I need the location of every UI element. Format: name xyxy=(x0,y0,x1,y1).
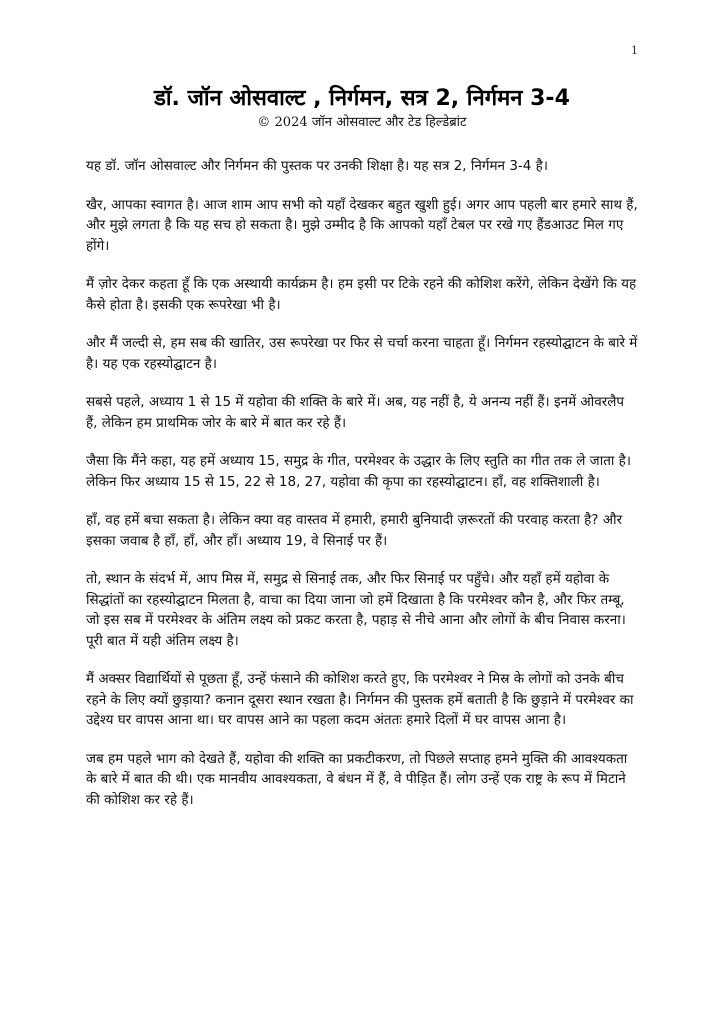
document-title: डॉ. जॉन ओसवाल्ट , निर्गमन, सत्र 2, निर्गमन 3-4 xyxy=(154,86,570,111)
document-body xyxy=(86,156,638,828)
paragraph: तो, स्थान के संदर्भ में, आप मिस्र में, समुद्र से सिनाई तक, और फिर सिनाई पर पहुँचे। और यहाँ हमें यहोवा के सिद्धांतों का रहस्योद्घाटन मिलता है, वाचा का दिया जाना जो हमें दिखाता है कि परमेश्वर कौन है, और फिर तम्बू, जो इस सब में परमेश्वर के अंतिम लक्ष्य को प्रकट करता है, पहाड़ से नीचे आना और लोगों के बीच निवास करना। पूरी बात में यही अंतिम लक्ष्य है। xyxy=(86,571,626,649)
paragraph: मैं अक्सर विद्यार्थियों से पूछता हूँ, उन्हें फंसाने की कोशिश करते हुए, कि परमेश्वर ने मिस्र के लोगों को उनके बीच रहने के लिए क्यों छुड़ाया? कनान दूसरा स्थान रखता है। निर्गमन की पुस्तक हमें बताती है कि छुड़ाने में परमेश्वर का उद्देश्य घर वापस आना था। घर वापस आने का पहला कदम अंततः हमारे दिलों में घर वापस आना है। xyxy=(86,671,634,728)
paragraph: और मैं जल्दी से, हम सब की खातिर, उस रूपरेखा पर फिर से चर्चा करना चाहता हूँ। निर्गमन रहस्योद्घाटन के बारे में है। यह एक रहस्योद्घाटन है। xyxy=(86,335,638,372)
paragraph: सबसे पहले, अध्याय 1 से 15 में यहोवा की शक्ति के बारे में। अब, यह नहीं है, ये अनन्य नहीं हैं। इनमें ओवरलैप हैं, लेकिन हम प्राथमिक जोर के बारे में बात कर रहे हैं। xyxy=(86,394,625,431)
paragraph: जैसा कि मैंने कहा, यह हमें अध्याय 15, समुद्र के गीत, परमेश्वर के उद्धार के लिए स्तुति का गीत तक ले जाता है। लेकिन फिर अध्याय 15 से 15, 22 से 18, 27, यहोवा की कृपा का रहस्योद्घाटन। हाँ, वह शक्तिशाली है। xyxy=(86,453,631,490)
paragraph: जब हम पहले भाग को देखते हैं, यहोवा की शक्ति का प्रकटीकरण, तो पिछले सप्ताह हमने मुक्ति की आवश्यकता के बारे में बात की थी। एक मानवीय आवश्यकता, वे बंधन में हैं, वे पीड़ित हैं। लोग उन्हें एक राष्ट्र के रूप में मिटाने की कोशिश कर रहे हैं। xyxy=(86,750,628,808)
page-number: 1 xyxy=(631,44,638,57)
copyright-line: © 2024 जॉन ओसवाल्ट और टेड हिल्डेब्रांट xyxy=(257,115,467,130)
paragraph: मैं ज़ोर देकर कहता हूँ कि एक अस्थायी कार्यक्रम है। हम इसी पर टिके रहने की कोशिश करेंगे, लेकिन देखेंगे कि यह कैसे होता है। इसकी एक रूपरेखा भी है। xyxy=(86,276,637,313)
paragraph: यह डॉ. जॉन ओसवाल्ट और निर्गमन की पुस्तक पर उनकी शिक्षा है। यह सत्र 2, निर्गमन 3-4 है। xyxy=(86,158,548,174)
paragraph: हाँ, वह हमें बचा सकता है। लेकिन क्या वह वास्तव में हमारी, हमारी बुनियादी ज़रूरतों की परवाह करता है? और इसका जवाब है हाँ, हाँ, और हाँ। अध्याय 19, वे सिनाई पर हैं। xyxy=(86,512,623,549)
document-header xyxy=(86,84,638,131)
paragraph: खैर, आपका स्वागत है। आज शाम आप सभी को यहाँ देखकर बहुत खुशी हुई। अगर आप पहली बार हमारे साथ हैं, और मुझे लगता है कि यह सच हो सकता है। मुझे उम्मीद है कि आपको यहाँ टेबल पर रखे गए हैंडआउट मिल गए होंगे। xyxy=(86,196,638,254)
